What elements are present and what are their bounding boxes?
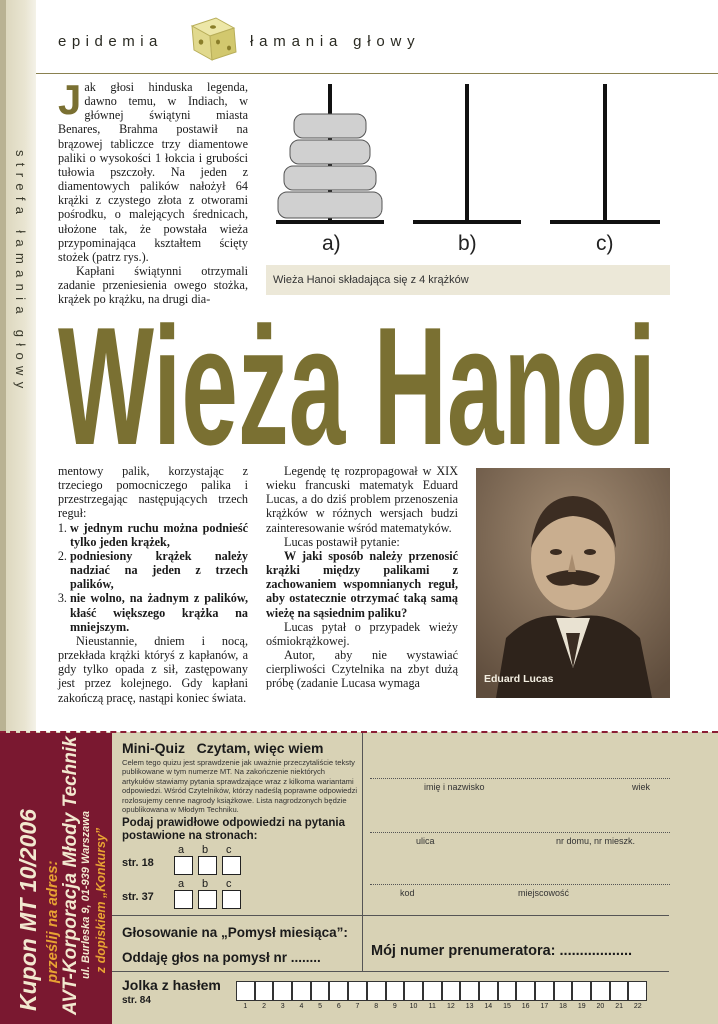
option-label-c: c xyxy=(226,844,232,856)
coupon-company: AVT-Korporacja Młody Technik xyxy=(60,736,81,1015)
coupon-divider xyxy=(112,915,669,916)
article-col1-top xyxy=(58,76,248,307)
jolka-box-numbers xyxy=(236,1003,647,1010)
jolka-box-number: 22 xyxy=(633,1003,642,1010)
jolka-box-number: 2 xyxy=(262,1003,266,1010)
jolka-letter-box[interactable] xyxy=(292,981,311,1001)
side-strip-label-wrap xyxy=(6,150,36,440)
jolka-letter-box[interactable] xyxy=(516,981,535,1001)
header-rule xyxy=(36,73,718,74)
jolka-letter-box[interactable] xyxy=(610,981,629,1001)
figure-caption: Wieża Hanoi składająca się z 4 krążków xyxy=(273,274,469,286)
quiz-description: Celem tego quizu jest sprawdzenie jak uważnie przeczytaliście teksty publikowane w tym numerze MT. Na zakończenie niektórych artykułów stawiamy pytania sprawdzające wraz z kilkoma wariantami odpowiedzi. Wśród Czytelników, którzy nadeślą poprawne odpowiedzi rozlosujemy cenne nagrody książkowe. Lista nagrodzonych będzie opublikowana w Młodym Techniku. xyxy=(122,758,358,815)
jolka-box-number: 6 xyxy=(336,1003,341,1010)
jolka-box-number: 11 xyxy=(428,1003,436,1010)
postal-city-field[interactable] xyxy=(370,884,670,885)
article-paragraph: Autor, aby nie wystawiać cierpliwości Czytelnika na zbyt dużą próbę (zadanie Lucasa wymaga xyxy=(266,648,458,691)
jolka-title: Jolka z hasłem xyxy=(122,977,221,993)
coupon-title: Kupon MT 10/2006 xyxy=(15,809,41,1011)
pages-question: Podaj prawidłowe odpowiedzi na pytania postawione na stronach: xyxy=(122,817,345,842)
rule-item: 1. w jednym ruchu można podnieść tylko jeden krążek, xyxy=(70,521,248,549)
jolka-box-number: 10 xyxy=(409,1003,418,1010)
jolka-box-number: 7 xyxy=(355,1003,360,1010)
jolka-letter-box[interactable] xyxy=(442,981,461,1001)
article-paragraph: Nieustannie, dniem i nocą, przekłada krążki któryś z kapłanów, a gdy tylko opada z sił, zastępowany jest przez kolejnego. Gdy kapłani zakończą pracę, nastąpi koniec świata. xyxy=(58,633,248,705)
str18-label: str. 18 xyxy=(122,857,154,869)
jolka-letter-box[interactable] xyxy=(236,981,255,1001)
coupon-address-text xyxy=(0,733,112,1024)
jolka-letter-box[interactable] xyxy=(348,981,367,1001)
jolka-letter-box[interactable] xyxy=(591,981,610,1001)
age-field-label: wiek xyxy=(632,782,651,792)
jolka-box-number: 12 xyxy=(447,1003,455,1010)
dice-icon xyxy=(186,8,244,64)
coupon-street: ul. Burleska 9, 01-939 Warszawa xyxy=(80,811,92,979)
peg-a-base xyxy=(276,220,384,224)
jolka-letter-box[interactable] xyxy=(311,981,330,1001)
jolka-letter-box[interactable] xyxy=(572,981,591,1001)
jolka-letter-box[interactable] xyxy=(554,981,573,1001)
jolka-box-number: 5 xyxy=(318,1003,323,1010)
coupon-send-to: prześlij na adres: xyxy=(44,860,61,983)
jolka-letter-box[interactable] xyxy=(628,981,647,1001)
rule-item: 3. nie wolno, na żadnym z palików, kłaść większego krążka na mniejszym. xyxy=(70,591,248,633)
jolka-box-number: 13 xyxy=(465,1003,474,1010)
article-paragraph: mentowy palik, korzystając z trzeciego pomocniczego palika i przestrzegając następujących trzech reguł: xyxy=(58,464,248,521)
jolka-letter-box[interactable] xyxy=(479,981,498,1001)
header-left-label: epidemia xyxy=(58,33,163,50)
jolka-box-number: 20 xyxy=(596,1003,605,1010)
answer-37-c-checkbox[interactable] xyxy=(222,890,241,909)
jolka-letter-box[interactable] xyxy=(255,981,274,1001)
jolka-box-number: 17 xyxy=(540,1003,549,1010)
portrait-image xyxy=(476,468,670,698)
answer-18-c-checkbox[interactable] xyxy=(222,856,241,875)
answer-18-a-checkbox[interactable] xyxy=(174,856,193,875)
jolka-letter-box[interactable] xyxy=(423,981,442,1001)
jolka-letter-box[interactable] xyxy=(273,981,292,1001)
option-label-a: a xyxy=(178,878,185,890)
peg-c-base xyxy=(550,220,660,224)
rule-item: 2. podniesiony krążek należy nadziać na jeden z trzech palików, xyxy=(70,549,248,591)
article-paragraph: Kapłani świątynni otrzymali zadanie przeniesienia owego stożka, krążek po krążku, na drugi dia- xyxy=(58,264,248,307)
jolka-box-number: 1 xyxy=(243,1003,248,1010)
header-right-label: łamania głowy xyxy=(250,33,421,50)
article-paragraph: Lucas postawił pytanie: xyxy=(284,534,400,549)
str37-label: str. 37 xyxy=(122,891,154,903)
article-question: W jaki sposób należy przenosić krążki między palikami z zachowaniem wspomnianych reguł, aby ostatecznie otrzymać taką samą wieżę na sąsiednim paliku? xyxy=(266,548,458,620)
portrait-photo xyxy=(476,468,670,698)
subscriber-number-field[interactable]: Mój numer prenumeratora: .................. xyxy=(371,943,633,959)
name-age-field[interactable] xyxy=(370,778,670,779)
city-field-label: miejscowość xyxy=(518,888,570,898)
name-field-label: imię i nazwisko xyxy=(424,782,485,792)
jolka-box-number: 18 xyxy=(559,1003,567,1010)
jolka-box-number: 21 xyxy=(615,1003,623,1010)
peg-b-base xyxy=(413,220,521,224)
street-field-label: ulica xyxy=(416,836,435,846)
option-label-c: c xyxy=(226,878,232,890)
jolka-letter-box[interactable] xyxy=(404,981,423,1001)
jolka-box-number: 19 xyxy=(577,1003,586,1010)
coupon-divider xyxy=(112,971,669,972)
answer-18-b-checkbox[interactable] xyxy=(198,856,217,875)
svg-text:Wieża Hanoi: Wieża Hanoi xyxy=(58,296,656,466)
drop-cap: J xyxy=(58,76,82,123)
jolka-page: str. 84 xyxy=(122,995,151,1006)
peg-c xyxy=(603,84,607,222)
jolka-letter-box[interactable] xyxy=(460,981,479,1001)
jolka-box-number: 4 xyxy=(299,1003,304,1010)
peg-label-a: a) xyxy=(322,232,341,255)
jolka-box-number: 9 xyxy=(392,1003,397,1010)
jolka-letter-box[interactable] xyxy=(535,981,554,1001)
jolka-answer-boxes xyxy=(236,981,647,1001)
jolka-box-number: 16 xyxy=(521,1003,530,1010)
answer-37-b-checkbox[interactable] xyxy=(198,890,217,909)
answer-37-a-checkbox[interactable] xyxy=(174,890,193,909)
peg-b xyxy=(465,84,469,222)
article-paragraph: Legendę tę rozpropagował w XIX wieku francuski matematyk Eduard Lucas, a do dziś problem przenoszenia krążków w różnych wersjach budzi zainteresowanie wśród matematyków. xyxy=(266,464,458,535)
coupon-annotation: z dopiskiem „Konkursy” xyxy=(94,827,108,973)
vote-field[interactable]: Oddaję głos na pomysł nr ........ xyxy=(122,950,321,965)
article-paragraph: Lucas pytał o przypadek wieży ośmiokrążkowej. xyxy=(266,619,458,648)
option-label-b: b xyxy=(202,878,209,890)
jolka-box-number: 3 xyxy=(280,1003,285,1010)
jolka-letter-box[interactable] xyxy=(498,981,517,1001)
jolka-box-number: 15 xyxy=(503,1003,511,1010)
postal-field-label: kod xyxy=(400,888,415,898)
article-title xyxy=(58,296,678,466)
coupon-divider xyxy=(362,916,363,972)
jolka-box-number: 8 xyxy=(374,1003,379,1010)
coupon-divider xyxy=(362,733,363,916)
figure-caption-box xyxy=(266,265,670,295)
side-strip-label: strefa łamania głowy xyxy=(13,150,28,395)
vote-title: Głosowanie na „Pomysł miesiąca”: xyxy=(122,925,348,940)
hanoi-figure xyxy=(266,80,670,270)
photo-caption: Eduard Lucas xyxy=(484,673,554,685)
option-label-a: a xyxy=(178,844,185,856)
article-col1-bottom xyxy=(58,464,248,705)
rules-list xyxy=(58,521,248,634)
article-paragraph: ak głosi hinduska legenda, dawno temu, w Indiach, w głównej świątyni miasta Benares, Brahma postawił na brązowej tabliczce trzy diamentowe paliki o wysokości 1 łokcia i grubości tułowia pszczoły. Na jeden z diamentowych palików nałożył 64 krążki z czystego złota z otworami pośrodku, o malejących średnicach, ułożone tak, że powstała wieża przypominająca kształtem ścięty stożek (patrz rys.). xyxy=(58,80,248,264)
street-field[interactable] xyxy=(370,832,670,833)
jolka-letter-box[interactable] xyxy=(386,981,405,1001)
jolka-box-number: 14 xyxy=(484,1003,493,1010)
quiz-title: Mini-Quiz Czytam, więc wiem xyxy=(122,740,324,756)
peg-label-c: c) xyxy=(596,232,614,255)
house-field-label: nr domu, nr mieszk. xyxy=(556,836,636,846)
jolka-letter-box[interactable] xyxy=(329,981,348,1001)
article-col2 xyxy=(266,464,458,691)
jolka-letter-box[interactable] xyxy=(367,981,386,1001)
peg-label-b: b) xyxy=(458,232,477,255)
option-label-b: b xyxy=(202,844,209,856)
